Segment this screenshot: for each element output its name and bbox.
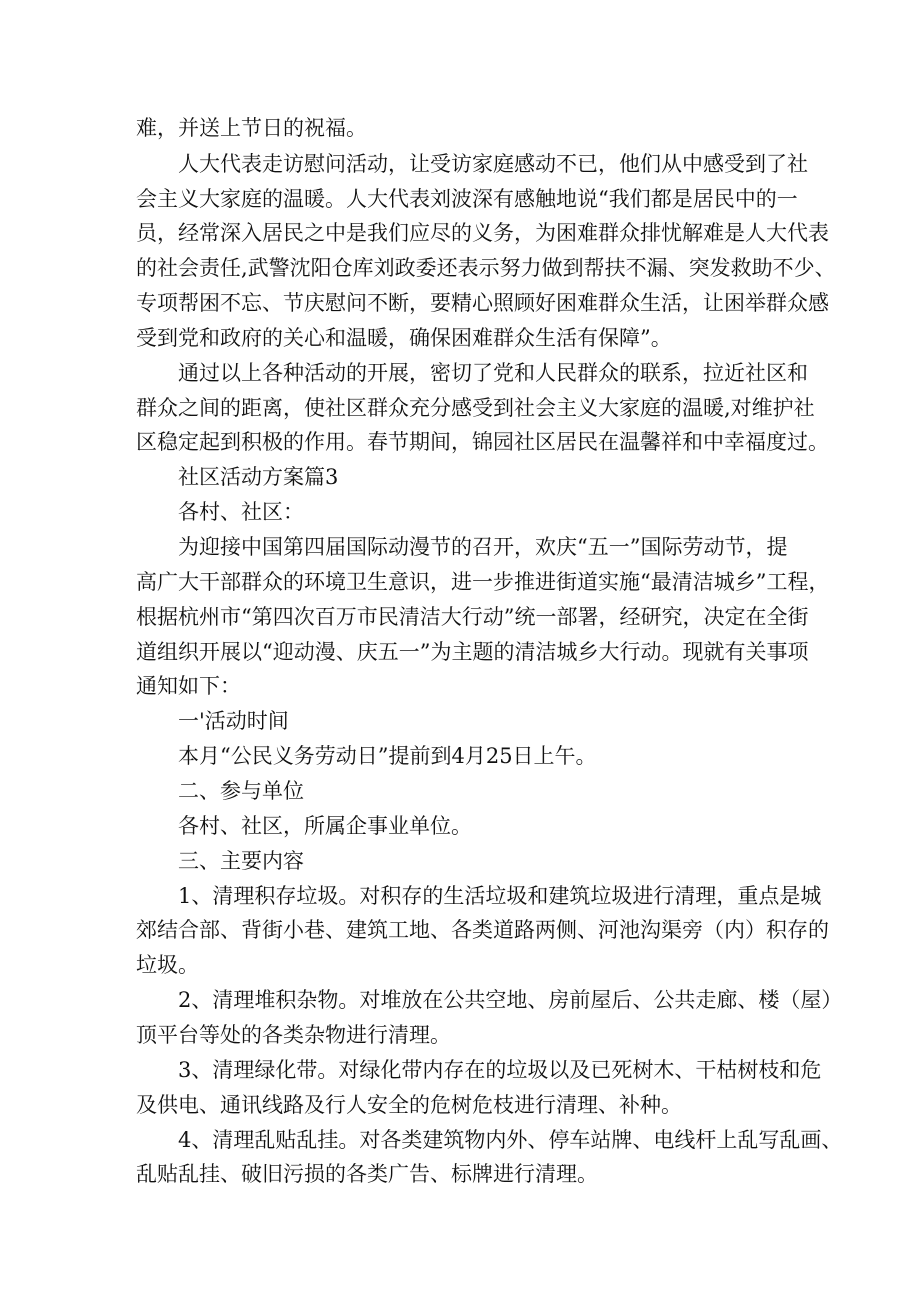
- text-line: 专项帮困不忘、节庆慰问不断，要精心照顾好困难群众生活，让困举群众感: [136, 291, 829, 315]
- text-line: 及供电、通讯线路及行人安全的危树危枝进行清理、补种。: [136, 1093, 682, 1117]
- paragraph-first-line: 2、清理堆积杂物。对堆放在公共空地、房前屋后、公共走廊、楼（屋）: [178, 988, 843, 1012]
- text-line: 区稳定起到积极的作用。春节期间，锦园社区居民在温馨祥和中幸福度过。: [136, 430, 829, 454]
- section-heading: 三、主要内容: [178, 849, 304, 873]
- text-line: 本月“公民义务劳动日”提前到4月25日上午。: [178, 744, 597, 768]
- paragraph-first-line: 通过以上各种活动的开展，密切了党和人民群众的联系，拉近社区和: [178, 361, 808, 385]
- text-line: 郊结合部、背街小巷、建筑工地、各类道路两侧、河池沟渠旁（内）积存的: [136, 918, 829, 942]
- paragraph-first-line: 为迎接中国第四届国际动漫节的召开，欢庆“五一”国际劳动节，提: [178, 535, 788, 559]
- paragraph-first-line: 1、清理积存垃圾。对积存的生活垃圾和建筑垃圾进行清理，重点是城: [178, 884, 822, 908]
- text-line: 顶平台等处的各类杂物进行清理。: [136, 1023, 451, 1047]
- text-line: 员，经常深入居民之中是我们应尽的义务，为困难群众排忧解难是人大代表: [136, 221, 829, 245]
- text-line: 各村、社区，所属企事业单位。: [178, 814, 472, 838]
- text-line: 高广大干部群众的环境卫生意识，进一步推进街道实施“最清洁城乡”工程，: [136, 570, 830, 594]
- text-line: 通知如下：: [136, 674, 241, 698]
- text-line: 的社会责任,武警沈阳仓库刘政委还表示努力做到帮扶不漏、突发救助不少、: [136, 256, 836, 280]
- paragraph-first-line: 4、清理乱贴乱挂。对各类建筑物内外、停车站牌、电线杆上乱写乱画、: [178, 1128, 843, 1152]
- paragraph-first-line: 3、清理绿化带。对绿化带内存在的垃圾以及已死树木、干枯树枝和危: [178, 1058, 822, 1082]
- text-line: 根据杭州市“第四次百万市民清洁大行动”统一部署，经研究，决定在全街: [136, 605, 809, 629]
- section-heading: 二、参与单位: [178, 779, 304, 803]
- section-heading: 社区活动方案篇3: [178, 465, 339, 489]
- text-line: 群众之间的距离，使社区群众充分感受到社会主义大家庭的温暖,对维护社: [136, 396, 815, 420]
- section-heading: 一'活动时间: [178, 709, 289, 733]
- text-line: 道组织开展以“迎动漫、庆五一”为主题的清洁城乡大行动。现就有关事项: [136, 640, 809, 664]
- salutation: 各村、社区：: [178, 500, 304, 524]
- text-line: 乱贴乱挂、破旧污损的各类广告、标牌进行清理。: [136, 1162, 598, 1186]
- text-line: 受到党和政府的关心和温暖，确保困难群众生活有保障”。: [136, 326, 672, 350]
- text-line: 垃圾。: [136, 953, 199, 977]
- text-line: 难，并送上节日的祝福。: [136, 116, 367, 140]
- text-line: 会主义大家庭的温暖。人大代表刘波深有感触地说“我们都是居民中的一: [136, 187, 798, 211]
- paragraph-first-line: 人大代表走访慰问活动，让受访家庭感动不已，他们从中感受到了社: [178, 152, 808, 176]
